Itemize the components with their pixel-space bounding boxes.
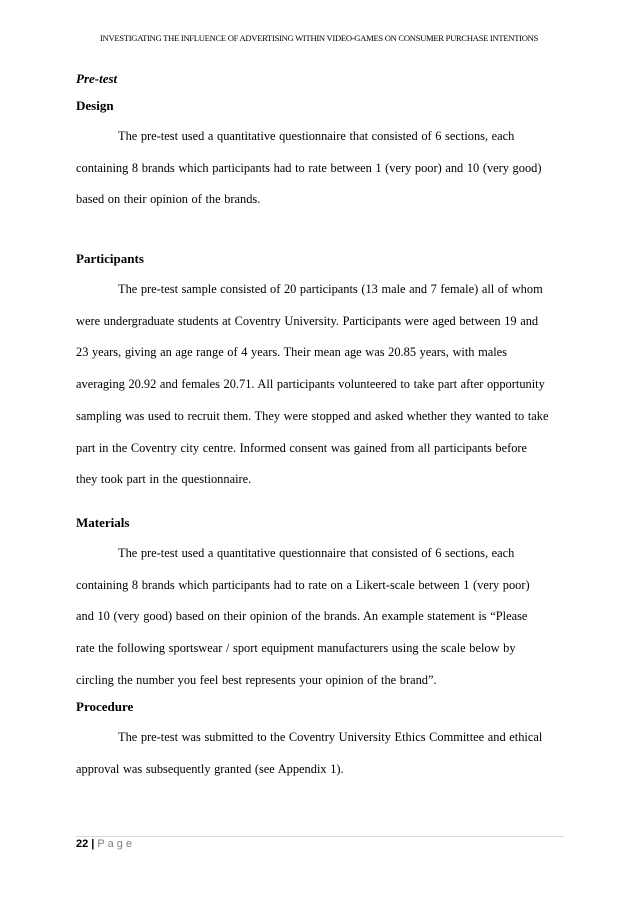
- text-line: The pre-test sample consisted of 20 participants (13 male and 7 female) all of whom: [118, 282, 543, 296]
- materials-section: [76, 512, 530, 697]
- text-line: The pre-test used a quantitative questionnaire that consisted of 6 sections, each: [118, 129, 515, 143]
- participants-section: [76, 248, 548, 496]
- footer-divider: [76, 836, 564, 837]
- text-line: part in the Coventry city centre. Informed consent was gained from all participants before: [76, 440, 528, 455]
- running-header: INVESTIGATING THE INFLUENCE OF ADVERTISING WITHIN VIDEO-GAMES ON CONSUMER PURCHASE INTENTIONS: [99, 33, 539, 43]
- page-number: 22: [76, 838, 89, 850]
- materials-paragraph: [76, 538, 530, 697]
- text-line: approval was subsequently granted (see Appendix 1).: [76, 761, 344, 776]
- materials-heading: Materials: [76, 515, 130, 530]
- procedure-paragraph: [76, 722, 542, 785]
- design-section: [76, 95, 566, 216]
- text-line: containing 8 brands which participants had to rate between 1 (very poor) and 10 (very good): [76, 160, 542, 175]
- text-line: were undergraduate students at Coventry University. Participants were aged between 19 and: [76, 313, 539, 328]
- design-heading: Design: [76, 98, 114, 113]
- text-line: they took part in the questionnaire.: [76, 472, 252, 487]
- text-line: circling the number you feel best represents your opinion of the brand”.: [76, 672, 437, 687]
- participants-heading: Participants: [76, 251, 144, 266]
- page-footer: [76, 837, 135, 851]
- page-word: Page: [97, 838, 136, 850]
- procedure-heading: Procedure: [76, 699, 134, 714]
- text-line: based on their opinion of the brands.: [76, 192, 261, 207]
- footer-separator: |: [91, 838, 95, 850]
- text-line: The pre-test used a quantitative questionnaire that consisted of 6 sections, each: [118, 546, 515, 560]
- text-line: rate the following sportswear / sport equipment manufacturers using the scale below by: [76, 641, 516, 656]
- text-line: sampling was used to recruit them. They were stopped and asked whether they wanted to take: [76, 408, 549, 423]
- participants-paragraph: [76, 274, 548, 496]
- text-line: The pre-test was submitted to the Coventry University Ethics Committee and ethical: [118, 730, 543, 744]
- procedure-section: [76, 696, 542, 785]
- page-body: [76, 68, 566, 776]
- text-line: and 10 (very good) based on their opinion of the brands. An example statement is “Please: [76, 609, 528, 624]
- text-line: 23 years, giving an age range of 4 years. Their mean age was 20.85 years, with males: [76, 345, 507, 360]
- pretest-label: Pre-test: [76, 71, 118, 86]
- text-line: averaging 20.92 and females 20.71. All participants volunteered to take part after opportunity: [76, 377, 545, 392]
- design-paragraph: [76, 121, 566, 216]
- text-line: containing 8 brands which participants had to rate on a Likert-scale between 1 (very poor): [76, 577, 530, 592]
